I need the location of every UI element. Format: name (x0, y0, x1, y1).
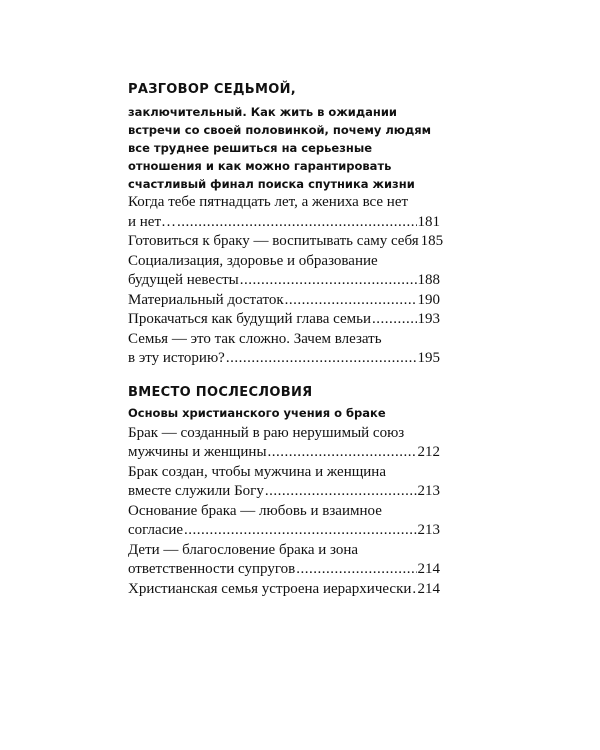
entry-title-line: Основание брака — любовь и взаимное (128, 502, 382, 519)
entry-title-line: Брак создан, чтобы мужчина и женщина (128, 463, 386, 480)
page-number: 195 (417, 350, 440, 366)
dot-leader (285, 291, 417, 311)
entry-title-end: и нет… (128, 213, 177, 230)
entry-title-end: в эту историю? (128, 350, 225, 366)
toc-entry[interactable] (128, 232, 444, 252)
entry-title-line: Брак — созданный в раю нерушимый союз (128, 424, 405, 441)
dot-leader (372, 310, 416, 330)
chapter-heading: ВМЕСТО ПОСЛЕСЛОВИЯ (128, 384, 313, 400)
page-number: 190 (417, 291, 440, 308)
dot-leader (268, 443, 417, 463)
toc-entry[interactable] (128, 580, 440, 600)
entry-title-end: вместе служили Богу (128, 483, 264, 499)
entry-title-line: Дети — благословение брака и зона (128, 541, 359, 558)
chapter-subtitle: заключительный. Как жить в ожидании встречи со своей половинкой, почему людям все труднее решиться на серьезные отношения и как можно гарантировать счастливый финал поиска спутника жизни (128, 105, 432, 191)
page-number: 214 (417, 580, 440, 597)
toc-entries (128, 193, 444, 369)
page-number: 213 (417, 522, 440, 538)
entry-title-end: согласие (128, 522, 184, 538)
entry-title-end: ответственности супругов (128, 561, 296, 577)
page-number: 188 (417, 272, 440, 288)
entry-title-end: Христианская семья устроена иерархически (128, 580, 412, 597)
chapter-subtitle: Основы христианского учения о браке (128, 405, 386, 420)
toc-section-afterword (128, 383, 440, 600)
toc-page (128, 80, 444, 599)
toc-entry[interactable] (128, 330, 440, 369)
toc-entry[interactable] (128, 291, 440, 311)
toc-entries (128, 424, 440, 600)
page-number: 181 (417, 213, 440, 230)
page-number: 213 (417, 483, 440, 499)
entry-title-end: Материальный достаток (128, 291, 284, 308)
entry-title-end: мужчины и женщины (128, 444, 267, 460)
page-number: 185 (420, 233, 444, 249)
entry-title-end: Готовиться к браку — воспитывать саму себя (128, 233, 419, 249)
toc-entry[interactable] (128, 463, 440, 502)
dot-leader (184, 521, 416, 541)
dot-leader (177, 213, 416, 233)
entry-title-line: Социализация, здоровье и образование (128, 252, 378, 269)
entry-title-line: Когда тебе пятнадцать лет, а жениха все нет (128, 194, 409, 210)
dot-leader (296, 560, 416, 580)
dot-leader (226, 349, 417, 369)
chapter-heading: РАЗГОВОР СЕДЬМОЙ, (128, 82, 296, 97)
page-number: 214 (417, 561, 440, 577)
toc-entry[interactable] (128, 252, 440, 291)
page-number: 212 (417, 444, 440, 460)
entry-title-end: будущей невесты (128, 272, 239, 288)
toc-section-7 (128, 80, 444, 369)
page-number: 193 (417, 311, 440, 327)
dot-leader (265, 482, 417, 502)
toc-entry[interactable] (128, 193, 440, 232)
toc-entry[interactable] (128, 310, 440, 330)
toc-entry[interactable] (128, 502, 440, 541)
dot-leader (412, 580, 416, 600)
toc-entry[interactable] (128, 541, 440, 580)
entry-title-end: Прокачаться как будущий глава семьи (128, 311, 372, 327)
entry-title-line: Семья — это так сложно. Зачем влезать (128, 330, 382, 347)
toc-entry[interactable] (128, 424, 440, 463)
dot-leader (240, 271, 417, 291)
